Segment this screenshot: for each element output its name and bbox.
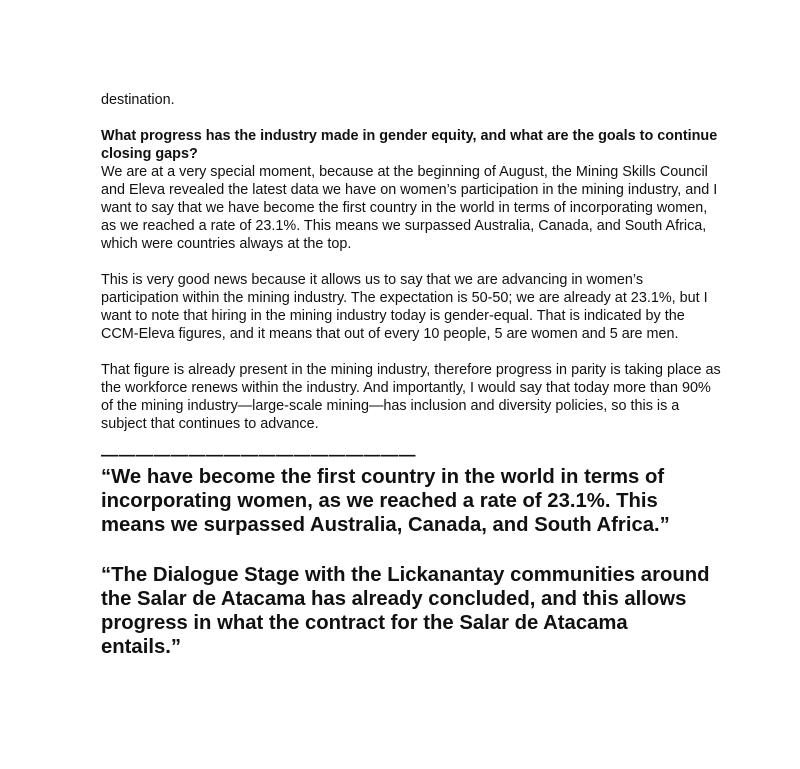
answer-paragraph-1: We are at a very special moment, because at the beginning of August, the Mining Skills Council and Eleva revealed the latest data we have on women’s participation in the mining industry, and I want to say that we have become the first country in the world in terms of incorporating women, as we reached a rate of 23.1%. This means we surpassed Australia, Canada, and South Africa, which were countries always at the top. <box>101 164 718 252</box>
spacer <box>101 343 721 361</box>
section-divider: —————————————————— <box>101 445 416 464</box>
answer-paragraph-2: This is very good news because it allows us to say that we are advancing in women’s participation within the mining industry. The expectation is 50-50; we are already at 23.1%, but I want to note that hiring in the mining industry today is gender-equal. That is indicated by the CCM-Eleva figures, and it means that out of every 10 people, 5 are women and 5 are men. <box>101 272 708 342</box>
pull-quote-1: “We have become the first country in the world in terms of incorporating women, as we reached a rate of 23.1%. This means we surpassed Australia, Canada, and South Africa.” <box>101 466 670 536</box>
document-page <box>101 91 721 659</box>
intro-line: destination. <box>101 92 175 108</box>
spacer <box>101 253 721 271</box>
spacer <box>101 537 721 563</box>
interview-question: What progress has the industry made in gender equity, and what are the goals to continue closing gaps? <box>101 128 718 162</box>
pull-quote-2: “The Dialogue Stage with the Lickanantay communities around the Salar de Atacama has already concluded, and this allows progress in what the contract for the Salar de Atacama entails.” <box>101 564 710 658</box>
spacer <box>101 109 721 127</box>
answer-paragraph-3: That figure is already present in the mining industry, therefore progress in parity is taking place as the workforce renews within the industry. And importantly, I would say that today more than 90% of the mining industry—large-scale mining—has inclusion and diversity policies, so this is a subject that continues to advance. <box>101 362 721 432</box>
